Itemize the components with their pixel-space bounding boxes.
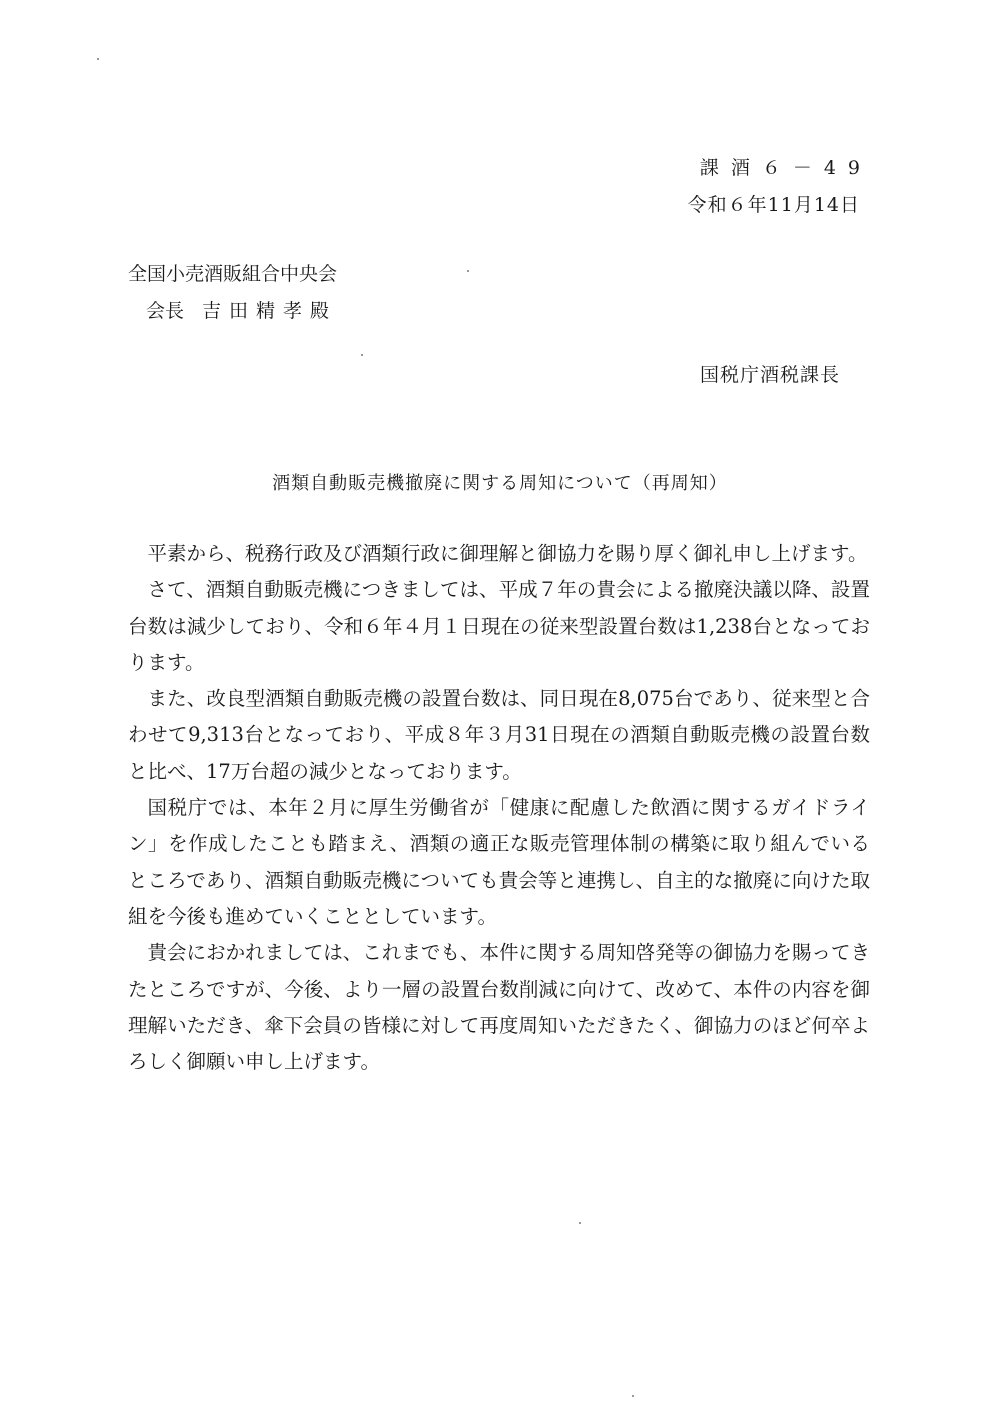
body-paragraph: 平素から、税務行政及び酒類行政に御理解と御協力を賜り厚く御礼申し上げます。 <box>147 542 868 565</box>
addressee-title: 会長 <box>146 300 185 322</box>
scan-speck <box>467 270 469 272</box>
document-number: 課酒６－49 <box>699 157 872 179</box>
addressee-recipient <box>128 293 337 330</box>
document-body <box>128 536 870 1080</box>
document-date: 令和６年11月14日 <box>687 194 860 216</box>
addressee-name: 吉田精孝殿 <box>202 300 338 322</box>
body-paragraph: さて、酒類自動販売機につきましては、平成７年の貴会による撤廃決議以降、設置台数は減少しており、令和６年４月１日現在の従来型設置台数は1,238台となっております。 <box>128 578 870 674</box>
addressee-block <box>128 256 337 330</box>
scan-speck <box>579 1222 581 1224</box>
body-paragraph: 国税庁では、本年２月に厚生労働省が「健康に配慮した飲酒に関するガイドライン」を作成したことも踏まえ、酒類の適正な販売管理体制の構築に取り組んでいるところであり、酒類自動販売機についても貴会等と連携し、自主的な撤廃に向けた取組を今後も進めていくこととしています。 <box>128 796 870 928</box>
scan-speck <box>361 354 363 356</box>
scan-speck <box>97 58 99 60</box>
body-paragraph: また、改良型酒類自動販売機の設置台数は、同日現在8,075台であり、従来型と合わせて9,313台となっており、平成８年３月31日現在の酒類自動販売機の設置台数と比べ、17万台超の減少となっております。 <box>128 687 870 783</box>
scan-speck <box>632 1395 634 1397</box>
sender: 国税庁酒税課長 <box>699 364 840 386</box>
document-reference <box>687 150 872 224</box>
document-subject: 酒類自動販売機撤廃に関する周知について（再周知） <box>272 473 728 494</box>
addressee-organization: 全国小売酒販組合中央会 <box>128 263 338 285</box>
body-paragraph: 貴会におかれましては、これまでも、本件に関する周知啓発等の御協力を賜ってきたところですが、今後、より一層の設置台数削減に向けて、改めて、本件の内容を御理解いただき、傘下会員の皆様に対して再度周知いただきたく、御協力のほど何卒よろしく御願い申し上げます。 <box>128 941 870 1074</box>
